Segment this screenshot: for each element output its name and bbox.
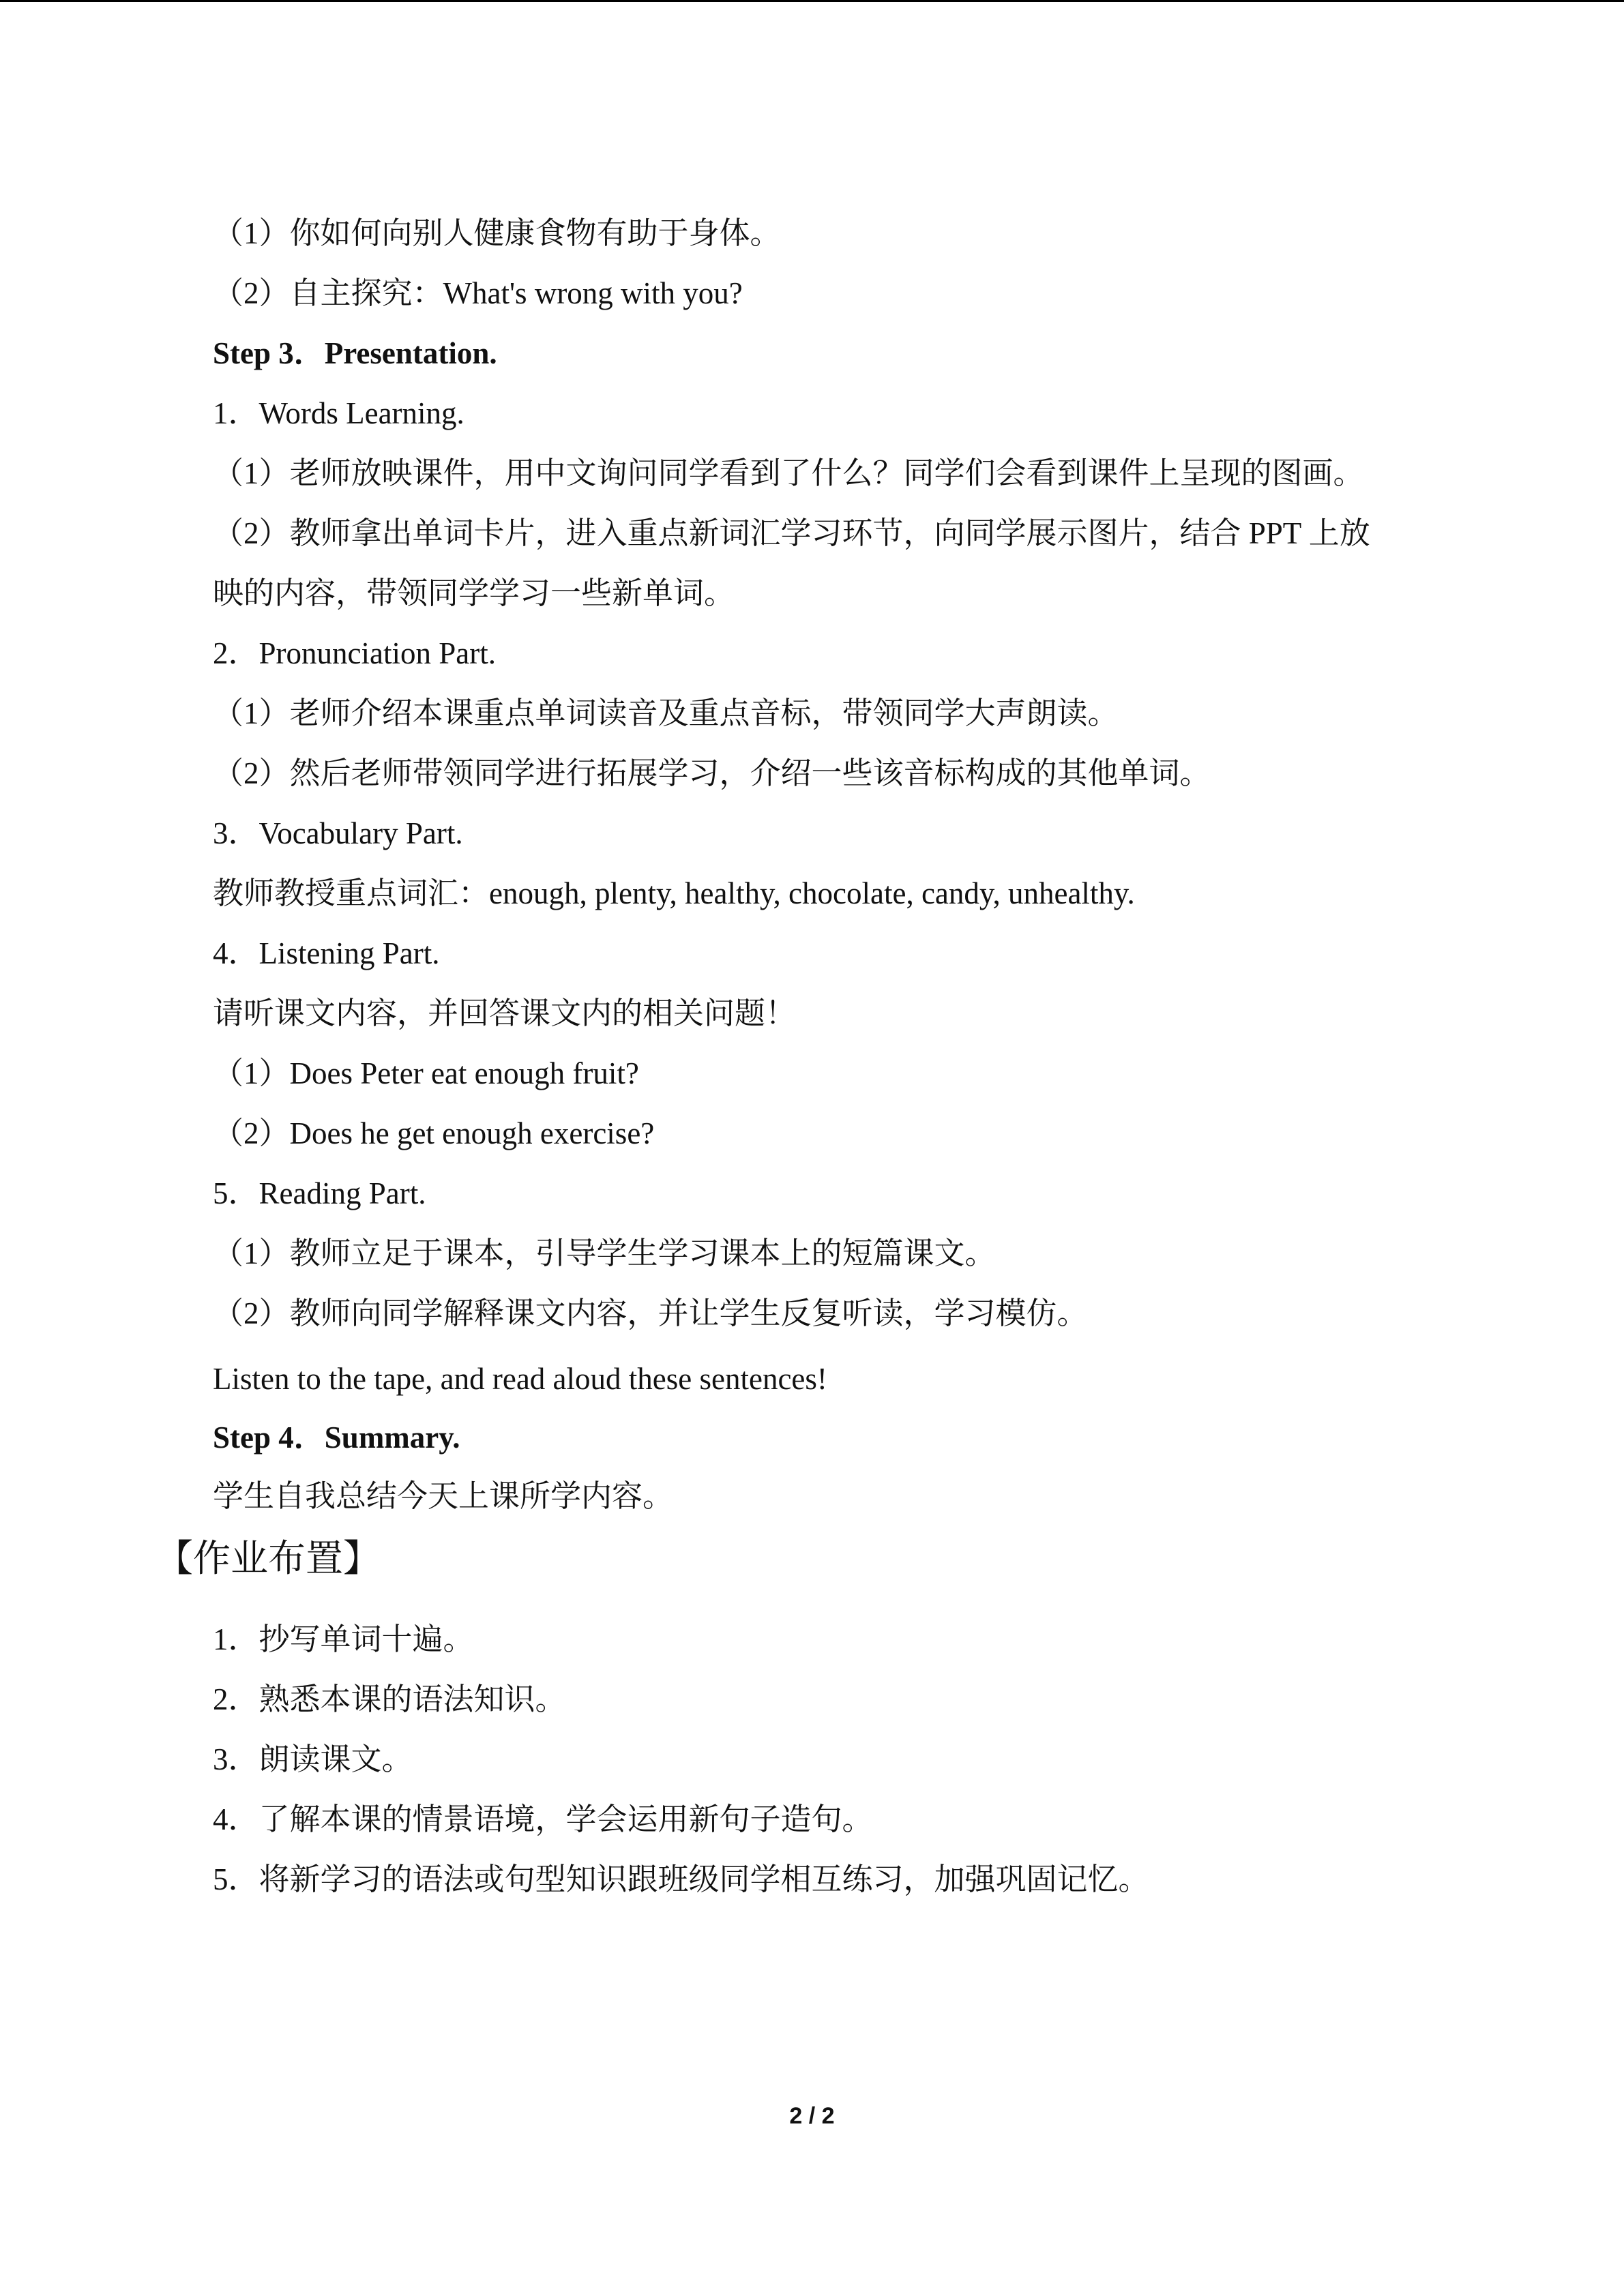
reading-item1: （1）教师立足于课本，引导学生学习课本上的短篇课文。 bbox=[213, 1236, 996, 1270]
words-learning-item1: （1）老师放映课件，用中文询问同学看到了什么？同学们会看到课件上呈现的图画。 bbox=[213, 456, 1364, 490]
step4-heading: Step 4．Summary. bbox=[213, 1420, 460, 1455]
words-learning-item2-cont: 映的内容，带领同学学习一些新单词。 bbox=[213, 576, 735, 610]
vocabulary-title: 3．Vocabulary Part. bbox=[213, 816, 463, 850]
step3-heading: Step 3．Presentation. bbox=[213, 336, 497, 370]
text-line-step2-q1: （1）你如何向别人健康食物有助于身体。 bbox=[213, 216, 781, 250]
homework-item-1: 1．抄写单词十遍。 bbox=[213, 1622, 474, 1656]
reading-instruction: Listen to the tape, and read aloud these sentences! bbox=[213, 1362, 827, 1396]
listening-q1: （1）Does Peter eat enough fruit? bbox=[213, 1056, 639, 1090]
listening-q2: （2）Does he get enough exercise? bbox=[213, 1116, 655, 1150]
pronunciation-title: 2．Pronunciation Part. bbox=[213, 636, 496, 670]
vocabulary-words: 教师教授重点词汇：enough, plenty, healthy, chocolate, candy, unhealthy. bbox=[213, 876, 1135, 910]
homework-item-3: 3．朗读课文。 bbox=[213, 1742, 413, 1776]
homework-item-4: 4．了解本课的情景语境，学会运用新句子造句。 bbox=[213, 1802, 873, 1836]
homework-item-5: 5．将新学习的语法或句型知识跟班级同学相互练习，加强巩固记忆。 bbox=[213, 1862, 1149, 1896]
page-number: 2 / 2 bbox=[789, 2103, 835, 2129]
reading-title: 5．Reading Part. bbox=[213, 1176, 426, 1210]
pronunciation-item1: （1）老师介绍本课重点单词读音及重点音标，带领同学大声朗读。 bbox=[213, 696, 1119, 730]
summary-text: 学生自我总结今天上课所学内容。 bbox=[213, 1479, 674, 1513]
listening-title: 4．Listening Part. bbox=[213, 936, 440, 970]
words-learning-title: 1．Words Learning. bbox=[213, 396, 464, 430]
listening-instruction: 请听课文内容，并回答课文内的相关问题！ bbox=[213, 996, 797, 1030]
reading-item2: （2）教师向同学解释课文内容，并让学生反复听读，学习模仿。 bbox=[213, 1296, 1088, 1330]
pronunciation-item2: （2）然后老师带领同学进行拓展学习，介绍一些该音标构成的其他单词。 bbox=[213, 756, 1211, 790]
text-line-step2-q2: （2）自主探究：What's wrong with you? bbox=[213, 276, 743, 310]
words-learning-item2: （2）教师拿出单词卡片，进入重点新词汇学习环节，向同学展示图片，结合 PPT 上放 bbox=[213, 516, 1370, 550]
homework-item-2: 2．熟悉本课的语法知识。 bbox=[213, 1682, 566, 1716]
homework-heading: 【作业布置】 bbox=[156, 1536, 381, 1580]
